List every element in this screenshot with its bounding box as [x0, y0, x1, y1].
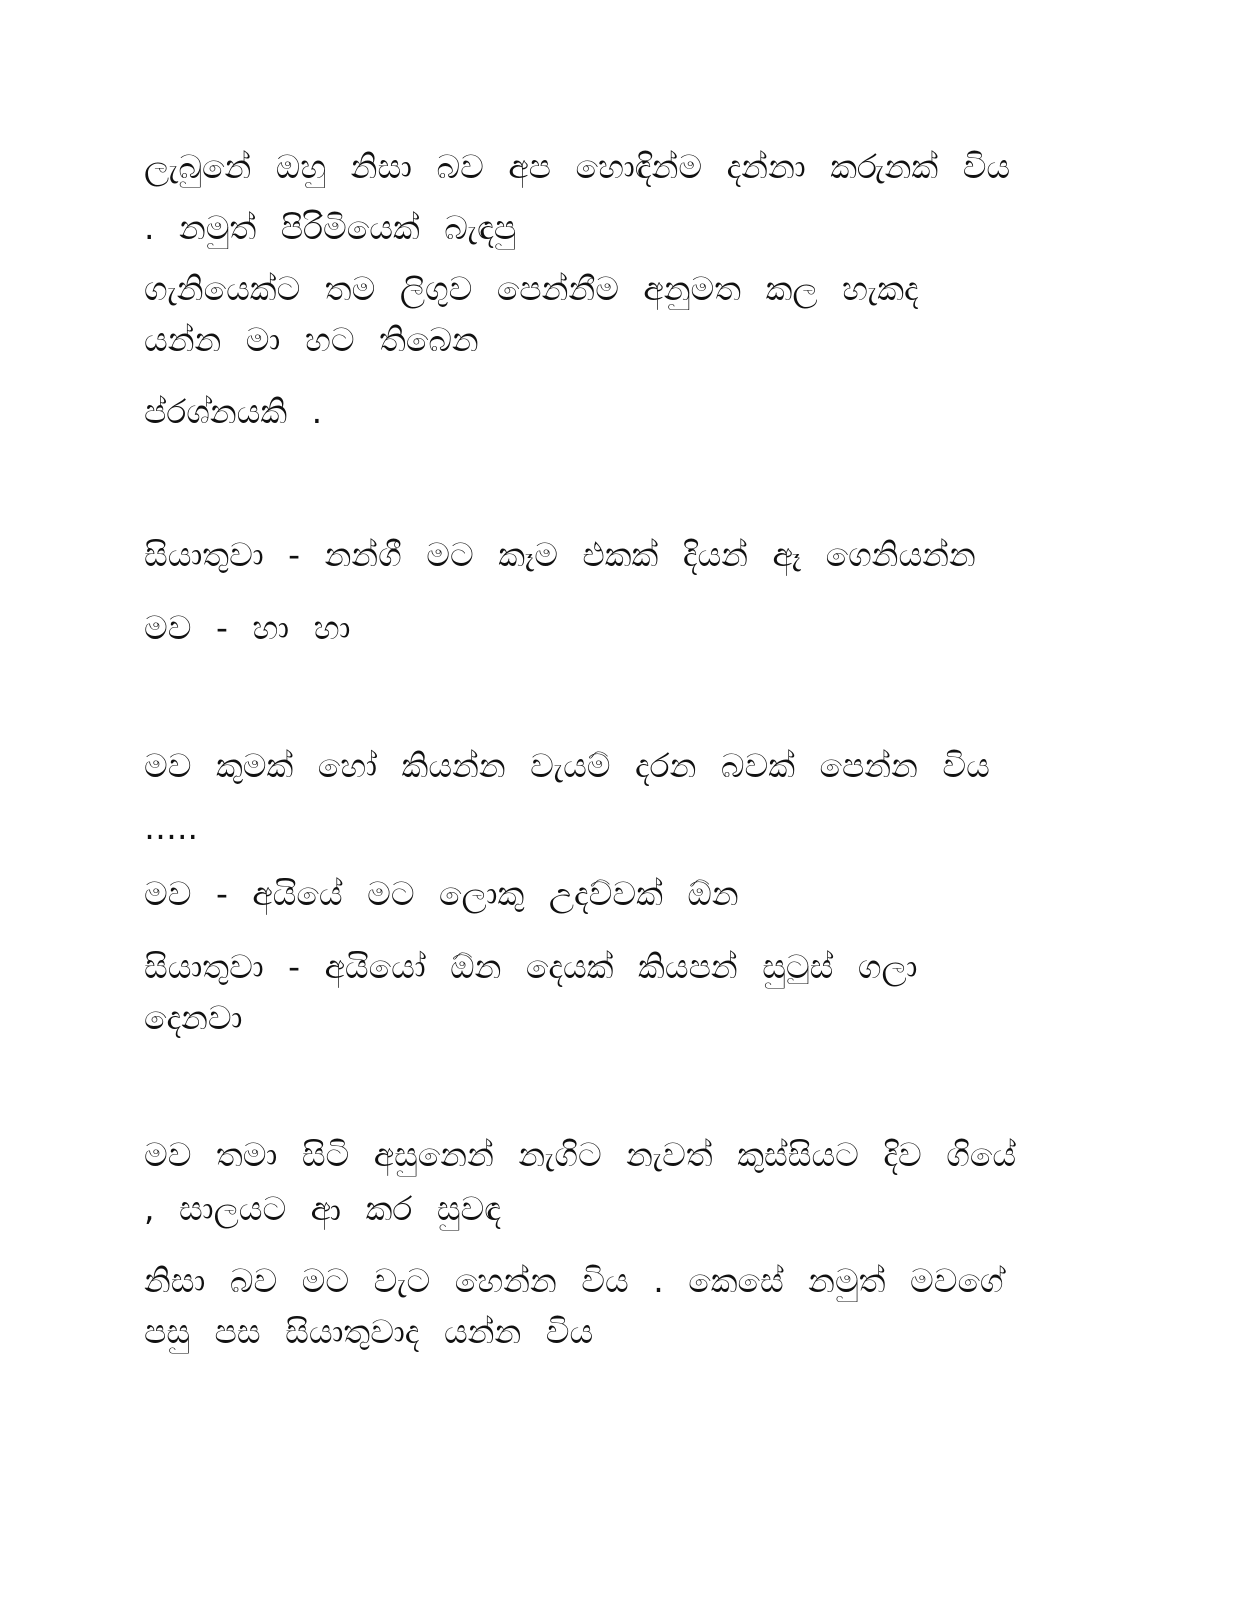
text-line: …..: [144, 808, 198, 847]
text-line: දෙනවා: [144, 998, 243, 1037]
text-line: පසු පස සියාතුවාද යන්න විය: [144, 1312, 594, 1351]
text-line: ප්රශ්නයකි .: [144, 392, 323, 431]
text-line: මව කුමක් හෝ කියන්න වැයම් දරන බවක් පෙන්න විය: [144, 746, 990, 785]
text-line: මව තමා සිටි අසුනෙන් නැගිට නැවත් කුස්සියට දිව ගියේ: [144, 1135, 1017, 1174]
text-line: මව - අයියේ මට ලොකු උදව්වක් ඕන: [144, 874, 739, 913]
text-line: යන්න මා හට තිබෙන: [144, 320, 479, 359]
text-line: මව - හා හා: [144, 608, 351, 647]
text-line: ලැබුනේ ඔහු නිසා බව අප හොඳින්ම දන්නා කරුනක් විය: [144, 147, 1011, 186]
text-line: සියාතුවා - අයියෝ ඕන දෙයක් කියපන් සුටුස් ගලා: [144, 947, 918, 986]
text-line: , සාලයට ආ කර සුවඳ: [144, 1189, 502, 1228]
text-line: සියාතුවා - නන්ගී මට කෑම එකක් දියන් ඈ ගෙනියන්න: [144, 535, 976, 574]
text-line: . නමුත් පිරිමියෙක් බැඳපු: [144, 208, 517, 247]
text-line: නිසා බව මට වැට හෙන්න විය . කෙසේ නමුත් මවගේ: [144, 1261, 1004, 1300]
text-line: ගැනියෙක්ට තම ලිගුව පෙන්නීම අනුමත කල හැකද: [144, 269, 919, 308]
